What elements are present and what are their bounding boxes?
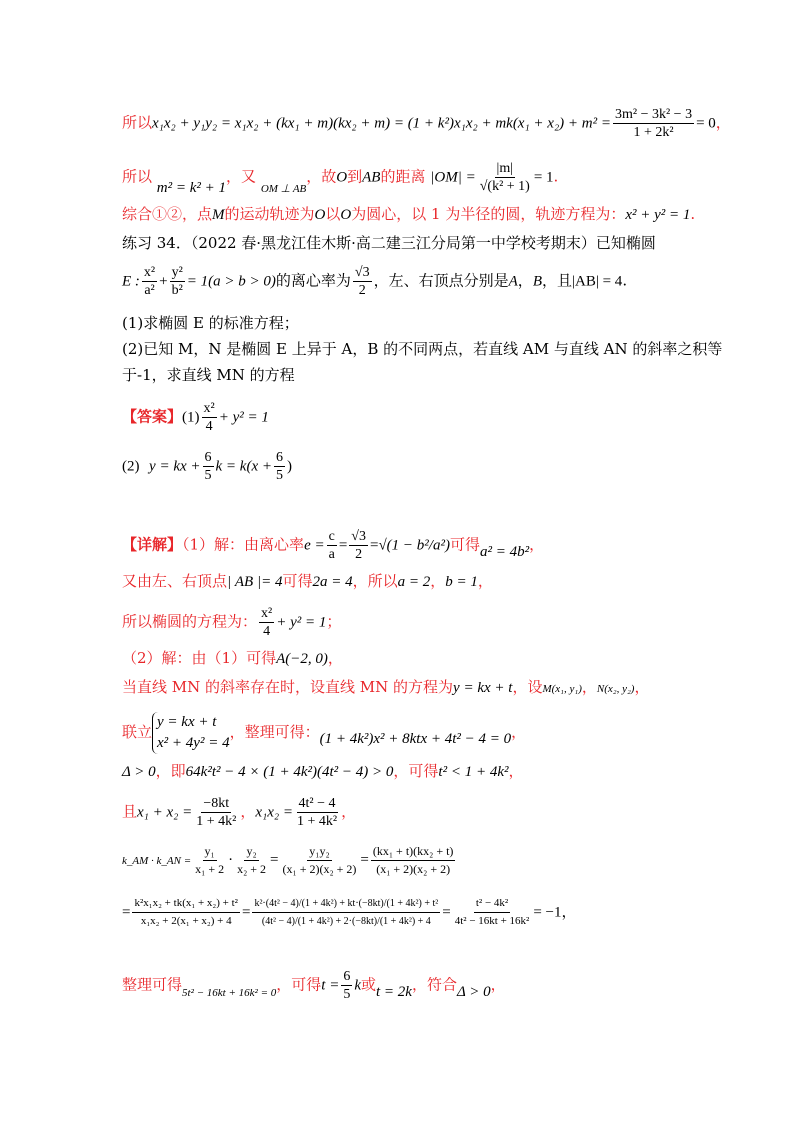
line5-end: . — [622, 271, 628, 290]
detail-3-eq: + y² = 1 — [276, 614, 327, 631]
line1-fraction — [613, 106, 694, 141]
detail-5-m-point: M(x₁, y₁) — [542, 683, 582, 695]
line5-ab: |AB| = 4 — [572, 273, 623, 290]
detail-6 — [122, 712, 526, 754]
detail-8-frac-sum-den: 1 + 4k² — [196, 814, 237, 829]
detail-1-frac-s3 — [349, 528, 368, 563]
detail-1-a2: a² = 4b² — [479, 543, 530, 560]
detail-4-end: ， — [327, 649, 343, 667]
answer-2-frac-2-num: 6 — [275, 450, 283, 465]
detail-8-end: ， — [341, 802, 357, 821]
detail-8 — [122, 795, 356, 830]
answer-2-m3: ) — [286, 458, 292, 475]
detail-1-frac-s3-den: 2 — [355, 547, 363, 562]
detail-2 — [122, 571, 493, 592]
detail-9-frac-2-den: x₂ + 2 — [237, 862, 267, 876]
detail-1-sqrt: √(1 − b²/a²) — [378, 537, 450, 554]
detail-9-frac-3-num: y₁y₂ — [307, 843, 331, 861]
detail-9-eq2: = — [360, 852, 369, 868]
line3-eq: x² + y² = 1 — [625, 207, 691, 223]
line3-o: O — [314, 207, 326, 223]
detail-3-frac-num: x² — [261, 606, 273, 621]
answer-1 — [122, 400, 269, 435]
detail-3-frac-den: 4 — [263, 624, 271, 639]
detail-2-a: a = 2 — [397, 574, 431, 590]
detail-3 — [122, 605, 341, 640]
detail-6-end: ， — [511, 723, 527, 741]
detail-10 — [122, 895, 577, 930]
detail-11-delta: Δ > 0 — [456, 983, 491, 1000]
line3-end: . — [690, 205, 696, 223]
detail-5 — [122, 677, 649, 699]
line2-frac-num: |m| — [496, 161, 514, 176]
line-1 — [122, 106, 731, 141]
answer-1-num: (1) — [182, 409, 200, 426]
detail-10-frac-1-den: x₁x₂ + 2(x₁ + x₂) + 4 — [140, 915, 232, 927]
detail-9-frac-4 — [371, 843, 456, 878]
detail-10-eq2: = — [442, 904, 451, 921]
detail-2-text-3: ，所以 — [352, 572, 398, 590]
line2-text-3: 到 — [347, 167, 363, 186]
line1-frac-den: 1 + 2k² — [633, 125, 674, 140]
line1-tail: = 0 — [696, 115, 716, 132]
line2-eq1: = 1 — [533, 169, 554, 186]
detail-2-2a: 2a = 4 — [312, 574, 353, 590]
detail-2-text-1: 又由左、右顶点 — [122, 572, 228, 590]
question-2: (2)已知 M，N 是椭圆 E 上异于 A，B 的不同两点，若直线 AM 与直线 AN 的斜率之积等 — [122, 340, 723, 358]
line5-b: B — [532, 273, 542, 290]
line5-frac-x — [142, 264, 157, 299]
line2-text-4: 的距离 — [380, 167, 426, 186]
answer-1-frac-den: 4 — [205, 419, 213, 434]
line1-lead: 所以 — [122, 113, 153, 132]
detail-2-ab: | AB |= 4 — [227, 574, 283, 590]
detail-7-end: ， — [508, 762, 524, 780]
detail-5-text-1: 当直线 MN 的斜率存在时，设直线 MN 的方程为 — [122, 678, 454, 696]
detail-6-sys-1: y = kx + t — [157, 714, 217, 730]
detail-9-frac-1-den: x₁ + 2 — [195, 862, 225, 876]
detail-9-frac-3-den: (x₁ + 2)(x₂ + 2) — [282, 862, 357, 876]
detail-11-eq: 5t² − 16kt + 16k² = 0 — [182, 986, 277, 999]
detail-9 — [122, 843, 457, 878]
detail-9-frac-1 — [193, 843, 226, 878]
line2-o: O — [336, 169, 348, 186]
detail-6-quadratic: (1 + 4k²)x² + 8ktx + 4t² − 4 = 0 — [319, 731, 512, 747]
line3-o2: O — [340, 207, 352, 223]
detail-11-t: t = — [321, 977, 340, 994]
detail-7 — [122, 761, 524, 782]
line5-text-1: 的离心率为 — [275, 271, 351, 290]
detail-10-frac-1-num: k²x₁x₂ + tk(x₁ + x₂) + t² — [132, 895, 240, 913]
answer-2-num: (2) — [122, 458, 140, 475]
detail-5-text-2: ，设 — [512, 678, 543, 696]
answer-1-frac-num: x² — [203, 401, 215, 416]
line2-ab: AB — [362, 169, 381, 186]
detail-9-eq: = — [270, 852, 279, 868]
detail-6-text-1: 联立 — [122, 723, 153, 741]
detail-1-frac-s3-num: √3 — [351, 529, 366, 544]
line5-frac-e — [353, 264, 372, 299]
detail-8-frac-prod-num: 4t² − 4 — [298, 796, 336, 811]
detail-11-end: ， — [490, 975, 506, 994]
detail-5-text-3: ， — [581, 678, 597, 696]
line5-frac-y-num: y² — [171, 265, 183, 280]
detail-9-dot: · — [228, 852, 234, 868]
line2-fraction — [478, 160, 532, 195]
detail-10-frac-2-num: k²·(4t² − 4)/(1 + 4k²) + kt·(−8kt)/(1 + 4k²) + t² — [252, 895, 440, 913]
detail-2-text-2: 可得 — [282, 572, 313, 590]
detail-6-sys-2: x² + 4y² = 4 — [157, 735, 230, 751]
detail-7-ineq: 64k²t² − 4 × (1 + 4k²)(4t² − 4) > 0 — [185, 764, 394, 780]
detail-9-frac-1-num: y₁ — [203, 843, 217, 861]
detail-10-eq: = — [241, 904, 251, 921]
detail-8-text-1: 且 — [122, 802, 138, 821]
answer-1-frac — [202, 400, 217, 435]
line2-perp: OM ⊥ AB — [260, 182, 307, 195]
detail-8-frac-sum — [194, 795, 238, 830]
answer-label: 【答案】 — [122, 407, 183, 426]
line5-frac-e-num: √3 — [354, 265, 370, 280]
line3-text-2: 的运动轨迹为 — [224, 205, 315, 223]
detail-9-frac-4-den: (x₁ + 2)(x₂ + 2) — [376, 862, 451, 876]
detail-5-end: ， — [634, 678, 650, 696]
exercise-title: 练习 34．（2022 春·黑龙江佳木斯·高二建三江分局第一中学校考期末）已知椭圆 — [122, 234, 656, 252]
line1-frac-num: 3m² − 3k² − 3 — [615, 107, 693, 122]
detail-8-comma: ， — [240, 802, 256, 821]
answer-2-frac-2-den: 5 — [275, 468, 283, 483]
detail-11-text-3: 或 — [361, 975, 377, 994]
line5-a: A — [508, 273, 518, 290]
detail-9-frac-3 — [281, 843, 359, 878]
detail-10-frac-3-num: t² − 4k² — [474, 895, 510, 913]
line1-math: x₁x₂ + y₁y₂ = x₁x₂ + (kx₁ + m)(kx₂ + m) = (1 + k²)x₁x₂ + mk(x₁ + x₂) + m² = — [152, 115, 611, 132]
detail-1-frac-ca-den: a — [328, 547, 335, 562]
detail-6-text-2: ，整理可得： — [229, 723, 320, 741]
detail-9-k: k_AM · k_AN = — [122, 855, 192, 867]
detail-9-frac-2-num: y₂ — [244, 843, 258, 861]
detail-10-eq0: = — [122, 904, 131, 921]
detail-2-end: ， — [477, 572, 493, 590]
answer-2-frac-1-num: 6 — [204, 450, 212, 465]
answer-2 — [122, 449, 292, 484]
detail-5-n-point: N(x₂, y₂) — [596, 683, 635, 695]
detail-10-frac-2 — [252, 895, 440, 930]
answer-2-m1: y = kx + — [149, 458, 201, 475]
detail-9-frac-2 — [235, 843, 268, 878]
line5-e: E : — [122, 273, 140, 290]
question-2-cont: 于-1，求直线 MN 的方程 — [122, 366, 295, 384]
line2-end: . — [553, 167, 559, 186]
detail-1-frac-ca — [327, 528, 337, 563]
line2-m-eq: m² = k² + 1 — [156, 179, 227, 196]
line5-frac-x-den: a² — [144, 283, 155, 298]
detail-11-frac-den: 5 — [343, 987, 351, 1002]
detail-3-text-1: 所以椭圆的方程为： — [122, 612, 258, 631]
detail-label: 【详解】 — [122, 535, 183, 554]
line-3 — [122, 204, 695, 225]
detail-11-t2k: t = 2k — [376, 983, 412, 1000]
line5-cond: = 1(a > b > 0) — [186, 273, 276, 290]
answer-2-m2: k = k(x + — [215, 458, 272, 475]
line1-end: ， — [715, 113, 731, 132]
detail-11-frac-num: 6 — [343, 969, 351, 984]
detail-1 — [122, 528, 544, 563]
detail-10-frac-3 — [453, 895, 532, 930]
line-5 — [122, 264, 627, 299]
answer-2-frac-1 — [203, 449, 214, 484]
detail-10-result: = −1 — [533, 904, 562, 921]
line5-text-2: ，左、右顶点分别是 — [373, 271, 509, 290]
detail-7-text-1: ，即 — [155, 762, 186, 780]
detail-5-line-eq: y = kx + t — [453, 680, 513, 696]
detail-3-end: ； — [326, 612, 342, 631]
line3-text-3: 以 — [325, 205, 341, 223]
line2-text-2: ，故 — [306, 167, 337, 186]
detail-1-text-1: （1）解：由离心率 — [182, 535, 305, 554]
detail-8-frac-sum-num: −8kt — [203, 796, 230, 811]
detail-8-prod: x₁x₂ = — [255, 804, 293, 821]
detail-7-text-2: ，可得 — [393, 762, 439, 780]
line3-text-4: 为圆心，以 1 为半径的圆，轨迹方程为： — [351, 205, 626, 223]
answer-2-frac-1-den: 5 — [204, 468, 212, 483]
answer-1-rest: + y² = 1 — [218, 409, 269, 426]
detail-4 — [122, 648, 343, 669]
detail-8-frac-prod — [295, 795, 339, 830]
detail-2-text-4: ， — [430, 572, 446, 590]
line2-lead: 所以 — [122, 167, 153, 186]
line5-frac-x-num: x² — [143, 265, 156, 280]
detail-6-system — [152, 712, 230, 754]
detail-11-k: k — [354, 977, 361, 994]
line3-text-1: 综合①②，点 — [122, 205, 213, 223]
detail-9-frac-4-num: (kx₁ + t)(kx₂ + t) — [371, 843, 456, 861]
question-1: (1)求椭圆 E 的标准方程； — [122, 314, 299, 332]
line3-m: M — [212, 207, 225, 223]
line2-om: |OM| = — [430, 169, 476, 186]
detail-11-text-1: 整理可得 — [122, 975, 183, 994]
detail-7-result: t² < 1 + 4k² — [438, 764, 509, 780]
line-2 — [122, 160, 558, 195]
detail-4-text-1: （2）解：由（1）可得 — [122, 649, 277, 667]
detail-1-eq: = — [338, 537, 348, 554]
detail-11-frac — [341, 968, 352, 1003]
line2-frac-den: √(k² + 1) — [479, 179, 530, 194]
detail-10-end: ， — [561, 902, 577, 921]
detail-10-frac-2-den: (4t² − 4)/(1 + 4k²) + 2·(−8kt)/(1 + 4k²) + 4 — [261, 916, 431, 927]
line5-frac-y — [170, 264, 185, 299]
line5-frac-y-den: b² — [171, 283, 183, 298]
line5-plus: + — [159, 273, 168, 290]
detail-11-text-2: ，可得 — [276, 975, 322, 994]
detail-1-frac-ca-num: c — [328, 529, 335, 544]
line5-frac-e-den: 2 — [358, 283, 366, 298]
detail-4-a: A(−2, 0) — [276, 651, 328, 667]
line5-text-3: ，且 — [541, 271, 572, 290]
detail-1-text-2: 可得 — [449, 535, 480, 554]
detail-8-frac-prod-den: 1 + 4k² — [297, 814, 338, 829]
detail-11-text-4: ，符合 — [411, 975, 457, 994]
detail-3-frac — [259, 605, 274, 640]
line5-comma: ， — [517, 271, 533, 290]
line2-text-1: ，又 — [226, 167, 257, 186]
detail-10-frac-1 — [132, 895, 240, 930]
detail-10-frac-3-den: 4t² − 16kt + 16k² — [454, 915, 530, 927]
detail-1-e: e = — [304, 537, 325, 554]
detail-1-end: ， — [529, 535, 545, 554]
answer-2-frac-2 — [274, 449, 285, 484]
detail-7-delta: Δ > 0 — [122, 764, 156, 780]
detail-1-eq2: = — [369, 537, 379, 554]
detail-8-sum: x₁ + x₂ = — [137, 804, 193, 821]
detail-11 — [122, 968, 506, 1003]
detail-2-b: b = 1 — [445, 574, 478, 590]
